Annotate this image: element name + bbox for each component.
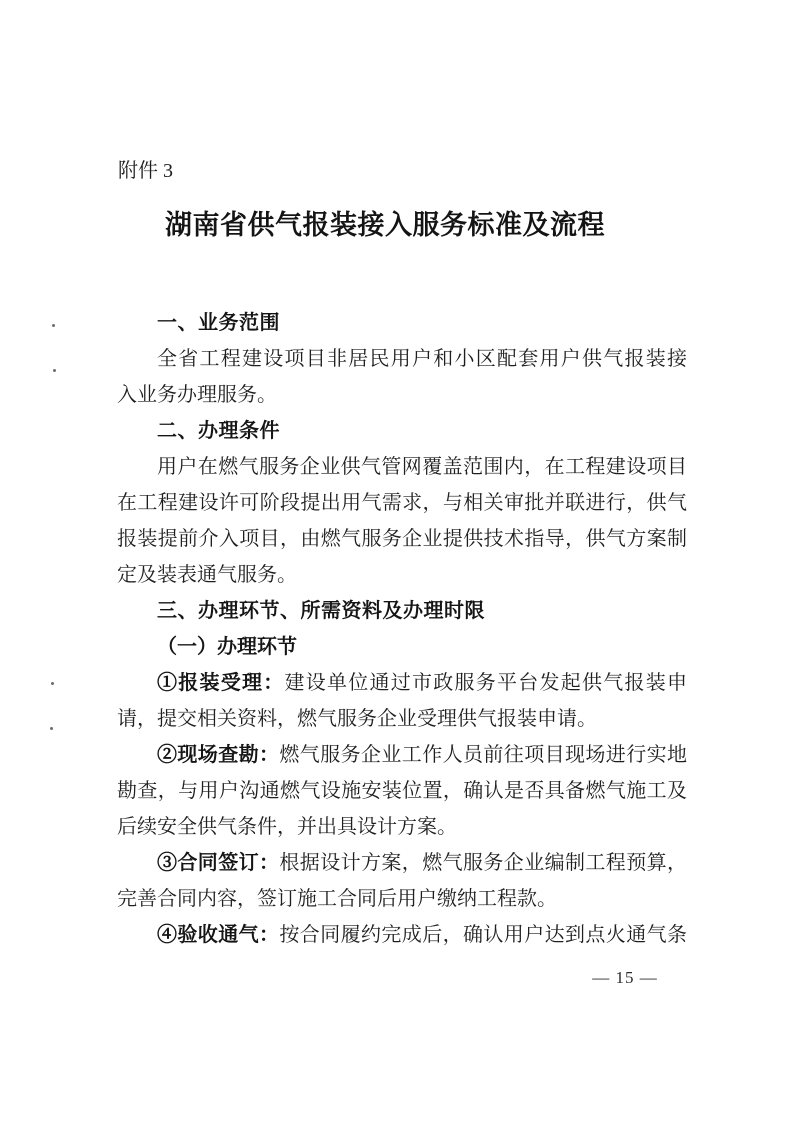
section-2-paragraph-line: 报装提前介入项目，由燃气服务企业提供技术指导，供气方案制 <box>117 528 687 550</box>
step-3-text: 根据设计方案，燃气服务企业编制工程预算， <box>279 852 688 874</box>
section-3-subheading: （一）办理环节 <box>157 636 297 658</box>
step-1-text: 建设单位通过市政服务平台发起供气报装申 <box>284 672 687 694</box>
step-2-line: 后续安全供气条件，并出具设计方案。 <box>117 816 457 838</box>
scan-speck <box>52 324 55 327</box>
step-3-line: 完善合同内容，签订施工合同后用户缴纳工程款。 <box>117 888 557 910</box>
step-2-line <box>117 737 687 773</box>
step-3-lead: ③合同签订： <box>157 852 280 874</box>
section-1-heading: 一、业务范围 <box>157 312 280 334</box>
step-4-line <box>117 917 687 953</box>
scan-speck <box>51 682 54 685</box>
step-1-lead: ①报装受理： <box>157 672 285 694</box>
section-1-paragraph-line: 全省工程建设项目非居民用户和小区配套用户供气报装接 <box>157 348 687 370</box>
section-2-paragraph-line: 用户在燃气服务企业供气管网覆盖范围内，在工程建设项目 <box>157 456 687 478</box>
step-3-line <box>117 845 687 881</box>
step-2-line: 勘查，与用户沟通燃气设施安装位置，确认是否具备燃气施工及 <box>117 780 687 802</box>
document-body <box>117 305 687 953</box>
step-2-lead: ②现场查勘： <box>157 744 280 766</box>
scan-speck <box>53 369 56 372</box>
step-4-text: 按合同履约完成后，确认用户达到点火通气条 <box>279 924 688 946</box>
step-2-text: 燃气服务企业工作人员前往项目现场进行实地 <box>279 744 688 766</box>
section-2-paragraph-line: 在工程建设许可阶段提出用气需求，与相关审批并联进行，供气 <box>117 492 687 514</box>
attachment-label: 附件 3 <box>118 160 173 182</box>
section-2-heading: 二、办理条件 <box>157 420 280 442</box>
step-1-line <box>117 665 687 701</box>
section-2-paragraph-line: 定及装表通气服务。 <box>117 564 297 586</box>
scan-speck <box>50 727 53 730</box>
section-3-heading: 三、办理环节、所需资料及办理时限 <box>157 600 485 622</box>
section-1-paragraph-line: 入业务办理服务。 <box>117 384 277 406</box>
page-number: — 15 — <box>592 968 658 987</box>
step-4-lead: ④验收通气： <box>157 924 280 946</box>
step-1-line: 请，提交相关资料，燃气服务企业受理供气报装申请。 <box>117 708 597 730</box>
document-title: 湖南省供气报装接入服务标准及流程 <box>165 210 605 240</box>
